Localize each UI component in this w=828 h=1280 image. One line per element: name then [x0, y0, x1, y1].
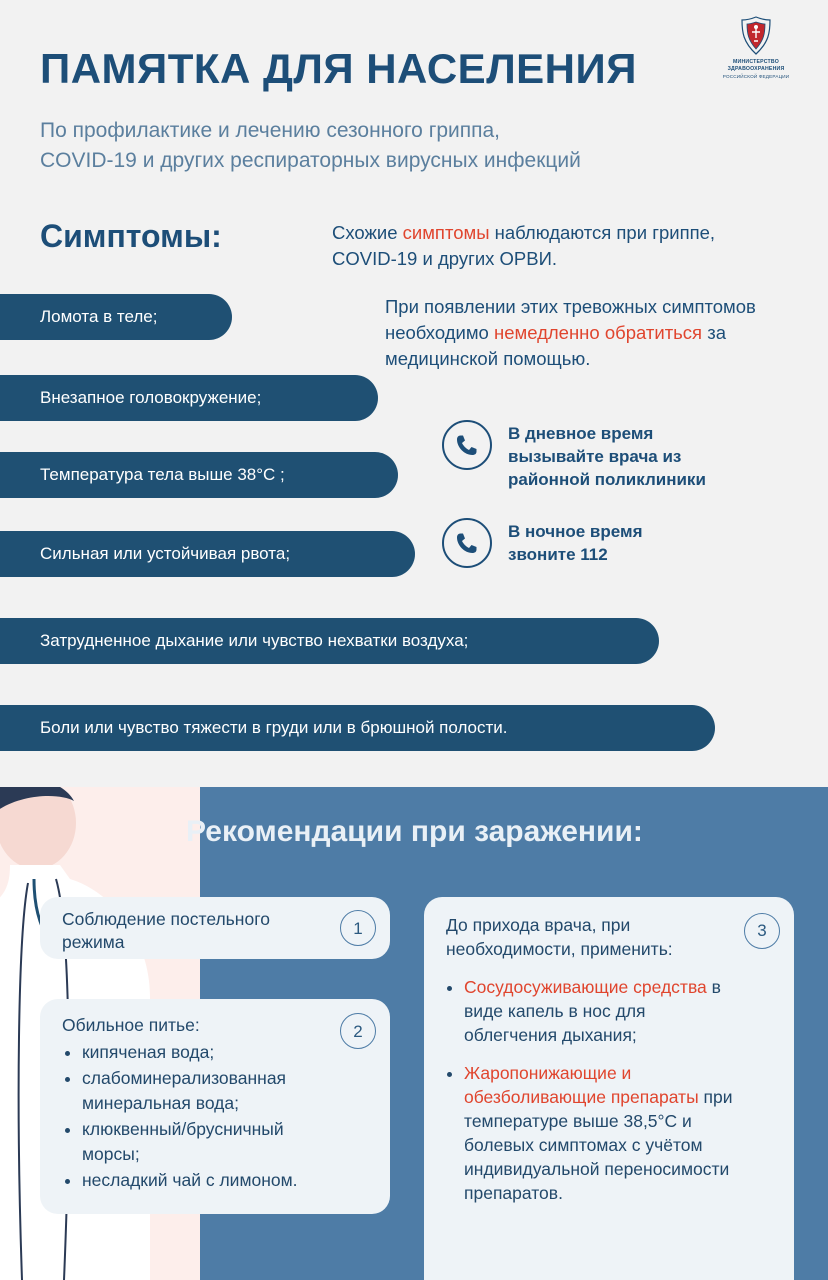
symptom-text: Температура тела выше 38°С ; [40, 465, 285, 484]
russian-coat-of-arms-icon [739, 16, 773, 56]
note2-pre: При появлении этих тревожных симптомов необходимо [385, 296, 756, 343]
symptom-pill [0, 375, 378, 421]
list-item: • кипяченая вода; [82, 1040, 334, 1065]
note-similar-symptoms [332, 220, 732, 272]
ministry-line-2: ЗДРАВООХРАНЕНИЯ [727, 66, 785, 72]
recommendation-card-1 [40, 897, 390, 959]
phone-icon [442, 420, 492, 470]
card-1-number: 1 [340, 910, 376, 946]
list-item: • несладкий чай с лимоном. [82, 1168, 334, 1193]
ministry-line-1: МИНИСТЕРСТВО [733, 59, 779, 65]
card-2-list [82, 1040, 334, 1193]
card-3-list [464, 975, 738, 1205]
list-item [464, 975, 738, 1047]
nighttime-line-2: звоните 112 [508, 545, 608, 564]
card-2-number: 2 [340, 1013, 376, 1049]
card-3-item2-end: препаратов. [464, 1183, 563, 1203]
note-seek-help [385, 294, 795, 372]
symptom-pill [0, 705, 715, 751]
symptom-text: Ломота в теле; [40, 307, 158, 326]
symptom-text: Боли или чувство тяжести в груди или в брюшной полости. [40, 718, 508, 737]
ministry-line-3: РОССИЙСКОЙ ФЕДЕРАЦИИ [722, 74, 790, 79]
list-item: • клюквенный/брусничный морсы; [82, 1117, 334, 1167]
card-3-number: 3 [744, 913, 780, 949]
daytime-contact [442, 420, 706, 491]
symptoms-heading: Симптомы: [40, 218, 222, 254]
card-1-text: Соблюдение постельного режима [62, 909, 270, 952]
symptom-text: Внезапное головокружение; [40, 388, 262, 407]
daytime-line-3: районной поликлиники [508, 470, 706, 489]
card-3-item1-accent: Сосудосуживающие средства [464, 977, 707, 997]
recommendations-title: Рекомендации при заражении: [186, 815, 643, 848]
ministry-logo [706, 16, 806, 80]
card-3-item2-mid: при температуре выше 38,5°С и болевых симптомах с учётом [464, 1087, 733, 1155]
recommendation-card-3 [424, 897, 794, 1280]
page-title: ПАМЯТКА ДЛЯ НАСЕЛЕНИЯ [40, 45, 637, 92]
list-item [464, 1061, 738, 1205]
card-3-item1-rest: в виде капель в нос для облегчения дыхания; [464, 977, 721, 1045]
nighttime-contact [442, 518, 643, 568]
card-3-item2-accent2: индивидуальной переносимости [464, 1159, 730, 1179]
note2-accent: немедленно обратиться [493, 322, 703, 343]
daytime-contact-text [508, 420, 706, 491]
card-3-title: До прихода врача, при необходимости, применить: [446, 915, 673, 959]
symptom-text: Сильная или устойчивая рвота; [40, 544, 291, 563]
symptom-pill [0, 618, 659, 664]
list-item: • слабоминерализованная минеральная вода; [82, 1066, 334, 1116]
note1-accent: симптомы [402, 222, 490, 243]
symptom-pill [0, 452, 398, 498]
nighttime-contact-text [508, 518, 643, 566]
nighttime-line-1: В ночное время [508, 522, 643, 541]
subtitle-line-1: По профилактике и лечению сезонного гриппа, [40, 119, 501, 142]
recommendations-section [0, 787, 828, 1280]
phone-icon [442, 518, 492, 568]
daytime-line-2: вызывайте врача из [508, 447, 682, 466]
note1-post: наблюдаются при гриппе, COVID-19 и других ОРВИ. [332, 222, 716, 269]
note1-pre: Схожие [332, 222, 403, 243]
card-3-item2-accent: Жаропонижающие и обезболивающие препараты [464, 1063, 699, 1107]
page-subtitle [40, 116, 720, 176]
subtitle-line-2: COVID-19 и других респираторных вирусных инфекций [40, 149, 581, 172]
daytime-line-1: В дневное время [508, 424, 654, 443]
symptom-pill [0, 294, 232, 340]
card-2-title: Обильное питье: [62, 1015, 200, 1035]
note2-post: за медицинской помощью. [385, 322, 726, 369]
symptom-pill [0, 531, 415, 577]
symptom-text: Затрудненное дыхание или чувство нехватки воздуха; [40, 631, 469, 650]
recommendation-card-2 [40, 999, 390, 1214]
